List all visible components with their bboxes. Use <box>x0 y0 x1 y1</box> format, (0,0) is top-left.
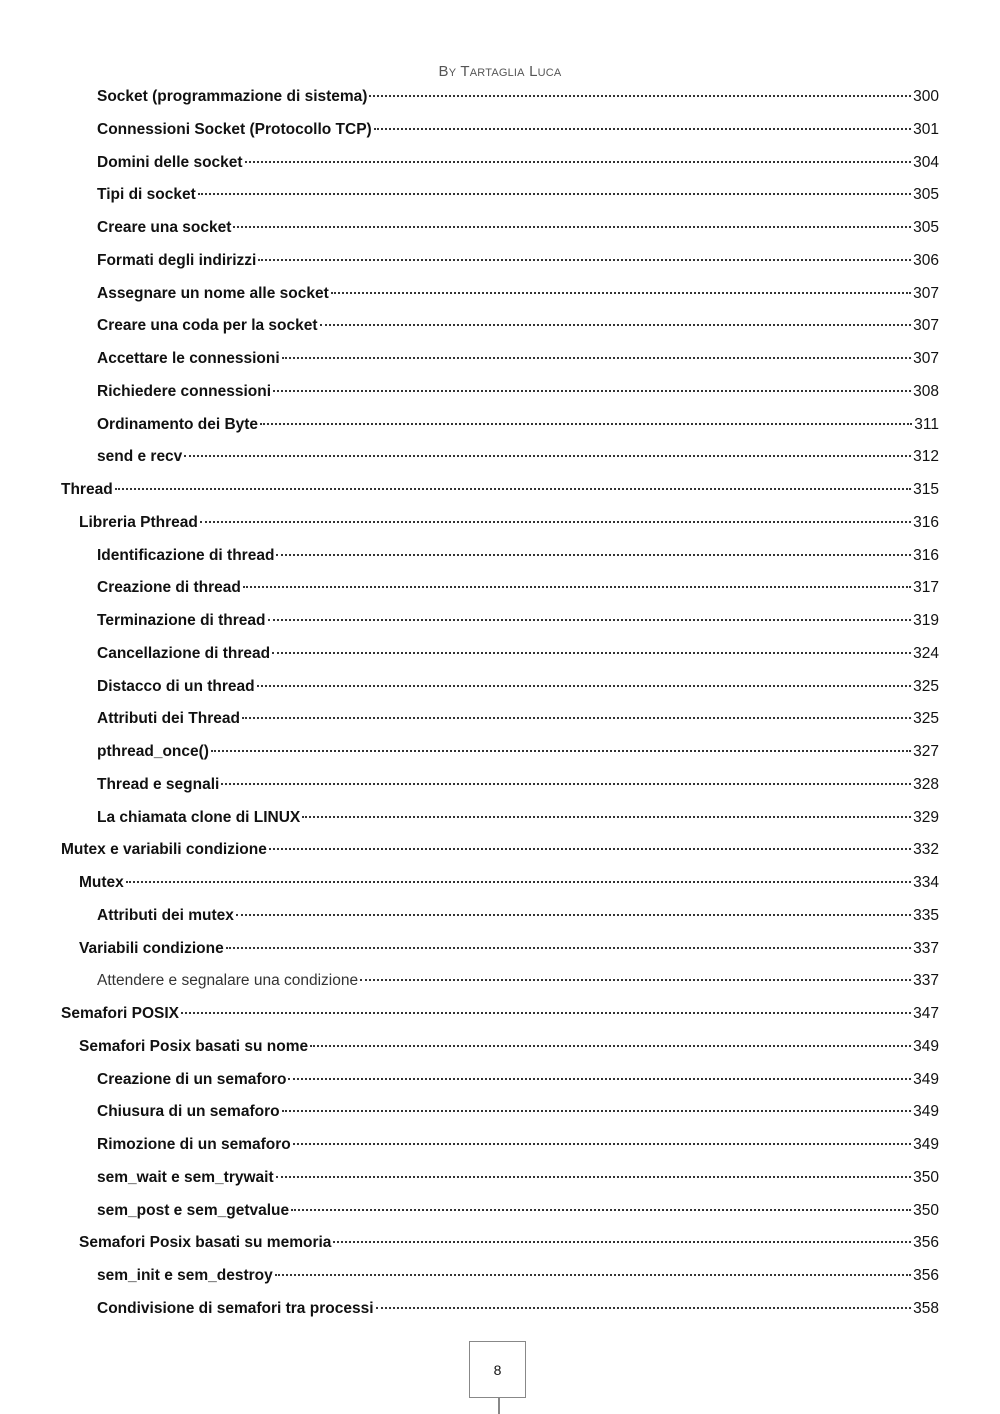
toc-entry-page: 304 <box>913 153 939 171</box>
toc-entry-page: 349 <box>913 1136 939 1153</box>
toc-entry-page: 349 <box>913 1070 939 1088</box>
toc-dot-leader <box>276 1175 912 1178</box>
toc-dot-leader <box>260 422 912 425</box>
toc-entry[interactable] <box>97 704 939 734</box>
toc-entry-page: 306 <box>913 251 939 269</box>
toc-entry-page: 300 <box>913 88 939 105</box>
toc-dot-leader <box>245 160 912 163</box>
toc-entry[interactable] <box>97 901 939 931</box>
toc-entry-title: Creare una socket <box>97 219 232 236</box>
toc-entry-title: La chiamata clone di LINUX <box>97 808 301 826</box>
toc-entry[interactable] <box>97 246 939 276</box>
toc-entry[interactable] <box>97 770 939 800</box>
toc-dot-leader <box>331 291 911 294</box>
toc-entry-title: Domini delle socket <box>97 153 243 171</box>
toc-entry[interactable] <box>97 672 939 702</box>
toc-entry[interactable] <box>97 737 939 767</box>
toc-entry[interactable] <box>97 377 939 407</box>
toc-entry[interactable] <box>79 1032 939 1062</box>
toc-dot-leader <box>115 487 911 490</box>
toc-dot-leader <box>374 127 911 130</box>
toc-entry-page: 316 <box>913 546 939 564</box>
toc-dot-leader <box>226 946 911 949</box>
toc-dot-leader <box>243 585 911 588</box>
toc-entry-title: Condivisione di semafori tra processi <box>97 1299 374 1317</box>
toc-entry-page: 316 <box>913 513 939 531</box>
toc-entry-page: 324 <box>913 644 939 662</box>
toc-dot-leader <box>221 782 911 785</box>
toc-entry[interactable] <box>79 1228 939 1258</box>
toc-entry-title: sem_wait e sem_trywait <box>97 1168 274 1186</box>
toc-entry-title: Mutex e variabili condizione <box>61 841 267 859</box>
toc-dot-leader <box>291 1208 911 1211</box>
toc-entry[interactable] <box>97 311 939 341</box>
toc-entry-title: Attributi dei mutex <box>97 906 234 924</box>
toc-dot-leader <box>184 454 911 457</box>
toc-entry-page: 301 <box>913 120 939 138</box>
toc-entry[interactable] <box>97 344 939 374</box>
toc-entry-page: 328 <box>913 775 939 793</box>
toc-entry-title: Variabili condizione <box>79 939 224 957</box>
toc-entry-page: 337 <box>913 939 939 957</box>
toc-entry[interactable] <box>97 1294 939 1324</box>
toc-entry-page: 356 <box>913 1267 939 1284</box>
toc-entry[interactable] <box>97 639 939 669</box>
toc-entry[interactable] <box>97 966 939 996</box>
toc-entry-title: Socket (programmazione di sistema) <box>97 88 368 105</box>
toc-entry-title: Cancellazione di thread <box>97 644 271 662</box>
toc-entry-title: Semafori Posix basati su nome <box>79 1037 309 1055</box>
page-header: By Tartaglia Luca <box>438 63 562 80</box>
toc-entry-page: 329 <box>913 808 939 826</box>
toc-dot-leader <box>200 520 911 523</box>
toc-dot-leader <box>302 815 911 818</box>
toc-entry-page: 332 <box>913 841 939 859</box>
toc-entry-page: 349 <box>913 1037 939 1055</box>
toc-entry[interactable] <box>79 868 939 898</box>
toc-entry-page: 312 <box>913 448 939 466</box>
toc-dot-leader <box>236 913 911 916</box>
toc-entry-title: Tipi di socket <box>97 186 196 204</box>
toc-entry[interactable] <box>97 1163 939 1193</box>
toc-entry-title: Attributi dei Thread <box>97 710 240 728</box>
toc-entry-title: Chiusura di un semaforo <box>97 1103 280 1121</box>
toc-entry-page: 334 <box>913 874 939 891</box>
toc-dot-leader <box>369 94 911 97</box>
toc-dot-leader <box>126 880 911 883</box>
toc-entry[interactable] <box>97 180 939 210</box>
toc-entry-page: 356 <box>913 1234 939 1252</box>
toc-dot-leader <box>276 553 911 556</box>
toc-entry-page: 307 <box>913 317 939 335</box>
toc-dot-leader <box>269 847 911 850</box>
toc-entry-title: Accettare le connessioni <box>97 350 280 367</box>
toc-entry[interactable] <box>97 573 939 603</box>
toc-entry-title: Semafori Posix basati su memoria <box>79 1234 332 1252</box>
toc-entry-title: Assegnare un nome alle socket <box>97 284 329 302</box>
toc-dot-leader <box>288 1077 911 1080</box>
toc-dot-leader <box>257 684 912 687</box>
toc-entry-page: 307 <box>913 284 939 302</box>
toc-entry-title: Distacco di un thread <box>97 677 255 695</box>
toc-entry-page: 350 <box>913 1201 939 1219</box>
toc-entry[interactable] <box>97 213 939 243</box>
toc-dot-leader <box>376 1306 912 1309</box>
toc-entry[interactable] <box>97 115 939 145</box>
toc-entry[interactable] <box>97 279 939 309</box>
toc-entry-page: 325 <box>913 677 939 695</box>
toc-entry[interactable] <box>97 1065 939 1095</box>
toc-entry[interactable] <box>97 82 939 112</box>
toc-entry-title: Creazione di un semaforo <box>97 1070 287 1088</box>
toc-entry[interactable] <box>97 148 939 178</box>
toc-entry[interactable] <box>97 541 939 571</box>
toc-dot-leader <box>258 258 911 261</box>
toc-dot-leader <box>181 1011 911 1014</box>
toc-entry-title: sem_post e sem_getvalue <box>97 1201 290 1219</box>
toc-entry[interactable] <box>61 475 939 505</box>
toc-entry-page: 325 <box>913 710 939 728</box>
toc-dot-leader <box>275 1273 911 1276</box>
toc-entry-title: Mutex <box>79 874 124 891</box>
toc-entry-title: Creare una coda per la socket <box>97 317 318 335</box>
toc-entry-title: Creazione di thread <box>97 579 241 597</box>
toc-entry[interactable] <box>97 410 939 440</box>
toc-dot-leader <box>211 749 911 752</box>
toc-entry-page: 350 <box>913 1168 939 1186</box>
toc-entry-title: Identificazione di thread <box>97 546 275 564</box>
toc-dot-leader <box>282 1109 912 1112</box>
toc-dot-leader <box>293 1142 911 1145</box>
toc-entry[interactable] <box>97 803 939 833</box>
toc-entry-title: Terminazione di thread <box>97 612 266 629</box>
toc-entry-page: 349 <box>913 1103 939 1121</box>
toc-entry-page: 307 <box>913 350 939 367</box>
toc-entry-title: Thread e segnali <box>97 775 220 793</box>
toc-entry[interactable] <box>97 1261 939 1291</box>
page-number-stem <box>498 1398 500 1414</box>
toc-entry-title: Attendere e segnalare una condizione <box>97 972 359 990</box>
toc-entry-title: pthread_once() <box>97 743 209 760</box>
toc-entry[interactable] <box>97 1196 939 1226</box>
toc-dot-leader <box>360 978 911 981</box>
toc-dot-leader <box>242 716 911 719</box>
toc-entry-page: 358 <box>913 1299 939 1317</box>
toc-entry-page: 308 <box>913 382 939 400</box>
toc-entry[interactable] <box>79 934 939 964</box>
toc-entry-page: 311 <box>914 415 939 433</box>
toc-dot-leader <box>233 225 911 228</box>
toc-dot-leader <box>273 389 911 392</box>
toc-entry-page: 335 <box>913 906 939 924</box>
toc-entry-page: 305 <box>913 186 939 204</box>
toc-entry[interactable] <box>97 1097 939 1127</box>
toc-dot-leader <box>310 1044 911 1047</box>
toc-entry-title: Ordinamento dei Byte <box>97 415 259 433</box>
toc-entry-title: Thread <box>61 481 113 498</box>
toc-dot-leader <box>282 356 912 359</box>
toc-entry[interactable] <box>97 442 939 472</box>
toc-entry-title: Semafori POSIX <box>61 1005 180 1022</box>
toc-dot-leader <box>272 651 911 654</box>
toc-entry-page: 319 <box>913 612 939 629</box>
toc-entry-page: 347 <box>913 1005 939 1022</box>
toc-entry[interactable] <box>61 999 939 1029</box>
toc-entry[interactable] <box>79 508 939 538</box>
toc-entry-title: Connessioni Socket (Protocollo TCP) <box>97 120 372 138</box>
toc-entry[interactable] <box>61 835 939 865</box>
toc-dot-leader <box>268 618 912 621</box>
toc-entry-title: sem_init e sem_destroy <box>97 1267 273 1284</box>
page-number: 8 <box>469 1341 526 1398</box>
toc-entry-title: Formati degli indirizzi <box>97 251 257 269</box>
toc-entry-title: Rimozione di un semaforo <box>97 1136 291 1153</box>
toc-entry-page: 337 <box>913 972 939 990</box>
toc-dot-leader <box>333 1240 911 1243</box>
toc-entry[interactable] <box>97 1130 939 1160</box>
toc-entry[interactable] <box>97 606 939 636</box>
toc-dot-leader <box>320 323 912 326</box>
toc-entry-title: Richiedere connessioni <box>97 382 271 400</box>
toc-entry-page: 327 <box>913 743 939 760</box>
toc-entry-page: 315 <box>913 481 939 498</box>
toc-entry-title: send e recv <box>97 448 183 466</box>
toc-entry-page: 317 <box>913 579 939 597</box>
toc-entry-page: 305 <box>913 219 939 236</box>
toc-entry-title: Libreria Pthread <box>79 513 198 531</box>
toc-dot-leader <box>198 192 911 195</box>
